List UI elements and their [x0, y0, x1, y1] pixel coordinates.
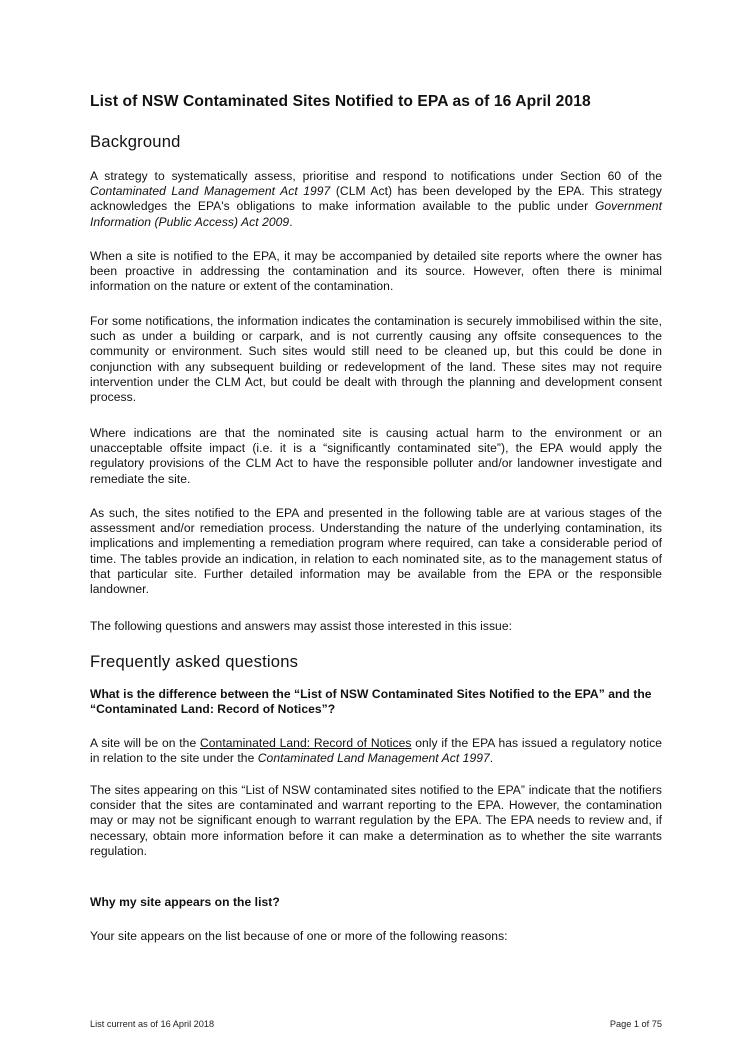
faq-answer-1: A site will be on the Contaminated Land: Record of Notices only if the EPA has issued a regulatory notice in relation to the site under the Contaminated Land Management Act 1997.	[90, 736, 662, 766]
background-paragraph-5: As such, the sites notified to the EPA and presented in the following table are at various stages of the assessment and/or remediation process. Understanding the nature of the underlying contamination, its implications and implementing a remediation program where required, can take a considerable period of time. The tables provide an indication, in relation to each nominated site, as to the management status of that particular site. Further detailed information may be available from the EPA or the responsible landowner.	[90, 506, 662, 597]
faq-answer-1-continued: The sites appearing on this “List of NSW contaminated sites notified to the EPA” indicate that the notifiers consider that the sites are contaminated and warrant reporting to the EPA. However, the contamination may or may not be significant enough to warrant regulation by the EPA. The EPA needs to review and, if necessary, obtain more information before it can make a determination as to whether the site warrants regulation.	[90, 783, 662, 858]
faq-answer-2: Your site appears on the list because of one or more of the following reasons:	[90, 929, 508, 943]
background-paragraph-4: Where indications are that the nominated site is causing actual harm to the environment or an unacceptable offsite impact (i.e. it is a “significantly contaminated site”), the EPA would apply the regulatory provisions of the CLM Act to have the responsible polluter and/or landowner investigate and remediate the site.	[90, 426, 662, 486]
footer-page-number: Page 1 of 75	[609, 1019, 662, 1029]
background-paragraph-2: When a site is notified to the EPA, it may be accompanied by detailed site reports where the owner has been proactive in addressing the contamination and its source. However, often there is minimal information on the nature or extent of the contamination.	[90, 249, 662, 294]
page-title: List of NSW Contaminated Sites Notified to EPA as of 16 April 2018	[90, 93, 591, 110]
faq-question-2: Why my site appears on the list?	[90, 895, 280, 909]
faq-heading: Frequently asked questions	[90, 652, 299, 671]
background-paragraph-1: A strategy to systematically assess, prioritise and respond to notifications under Section 60 of the Contaminated Land Management Act 1997 (CLM Act) has been developed by the EPA. This strategy acknowledges the EPA's obligations to make information available to the public under Government Information (Public Access) Act 2009.	[90, 169, 663, 229]
record-of-notices-link[interactable]: Contaminated Land: Record of Notices	[199, 736, 412, 750]
background-paragraph-3: For some notifications, the information indicates the contamination is securely immobilised within the site, such as under a building or carpark, and is not currently causing any offsite consequences to the community or environment. Such sites would still need to be cleaned up, but this could be done in conjunction with any subsequent building or redevelopment of the land. These sites may not require intervention under the CLM Act, but could be dealt with through the planning and development consent process.	[90, 314, 662, 405]
background-heading: Background	[90, 132, 181, 151]
background-paragraph-6: The following questions and answers may assist those interested in this issue:	[90, 619, 513, 633]
footer-date: List current as of 16 April 2018	[90, 1019, 215, 1029]
faq-question-1: What is the difference between the “List of NSW Contaminated Sites Notified to the EPA” and the “Contaminated Land: Record of Notices”?	[90, 687, 652, 717]
